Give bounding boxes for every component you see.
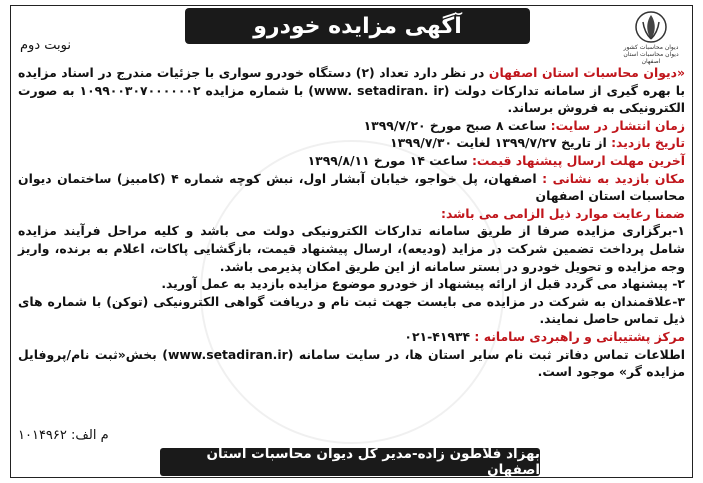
schedule-publish-label: زمان انتشار در سایت:	[550, 117, 685, 133]
round-label: نوبت دوم	[20, 38, 71, 53]
schedule-visit	[18, 134, 685, 152]
reference-number: م الف: ۱۰۱۴۹۶۲	[18, 428, 109, 443]
notes-heading: ضمنا رعایت موارد ذیل الزامی می باشد:	[440, 205, 685, 221]
intro-text-1: در نظر دارد تعداد (۲) دستگاه خودرو سواری با جزئیات مندرج در اسناد مزایده با بهره گیری از سامانه تدارکات دولت (	[18, 65, 686, 98]
notes-item-2: ۲- پیشنهاد می گردد قبل از ارائه پیشنهاد از خودرو موضوع مزایده بازدید به عمل آورید.	[161, 276, 685, 292]
support-info	[18, 346, 685, 381]
schedule-deadline-label: آخرین مهلت ارسال پیشنهاد قیمت:	[471, 152, 685, 168]
support-line	[18, 328, 685, 346]
schedule-location	[18, 170, 685, 205]
support-text-1: اطلاعات تماس دفاتر ثبت نام سایر استان ها، در سایت سامانه (	[287, 346, 685, 362]
intro-paragraph	[18, 64, 685, 117]
page-title: آگهی مزایده خودرو	[185, 8, 530, 44]
support-label: مرکز پشتیبانی و راهبردی سامانه :	[474, 328, 685, 344]
logo-caption-2: دیوان محاسبات استان اصفهان	[623, 51, 679, 65]
schedule-visit-value: از تاریخ ۱۳۹۹/۷/۲۷ لغایت ۱۳۹۹/۷/۳۰	[390, 135, 612, 151]
schedule-visit-label: تاریخ بازدید:	[611, 135, 685, 151]
intro-site-link[interactable]: www. setadiran. ir	[313, 82, 444, 98]
notes-item-1: ۱-برگزاری مزایده صرفا از طریق سامانه تدارکات الکترونیکی دولت می باشد و کلیه مراحل فرآیند مزایده شامل پرداخت تضمین شرکت در مزاید (ودیعه)، ارسال پیشنهاد قیمت، بازگشایی پاکات، اعلام به برنده، واریز وجه مزایده و تحویل خودرو در بستر سامانه از این طریق امکان پذیرمی باشد.	[18, 223, 685, 274]
notes-item-3: ۳-علاقمندان به شرکت در مزایده می بایست جهت ثبت نام و دریافت گواهی الکترونیکی (توکن) با شماره های ذیل تماس حاصل نمایند.	[18, 293, 685, 327]
logo-caption-1: دیوان محاسبات کشور	[623, 44, 679, 51]
schedule-deadline	[18, 152, 685, 170]
support-site-link[interactable]: www.setadiran.ir	[167, 346, 288, 362]
intro-text-2: ) با شماره مزایده ۱۰۹۹۰۰۳۰۷۰۰۰۰۰۰۲ به صورت الکترونیکی به فروش برساند.	[18, 82, 685, 116]
signature-bar: بهزاد فلاطون زاده-مدیر کل دیوان محاسبات استان اصفهان	[160, 448, 540, 476]
schedule-deadline-value: ساعت ۱۴ مورخ ۱۳۹۹/۸/۱۱	[307, 152, 472, 168]
notice-body	[18, 64, 685, 381]
emblem-icon	[634, 10, 668, 44]
schedule-location-value: اصفهان، پل خواجو، خیابان آبشار اول، نبش کوچه شماره ۴ (کامبیز) ساختمان دیوان محاسبات استان اصفهان	[18, 170, 685, 204]
schedule-location-label: مکان بازدید به نشانی :	[542, 170, 685, 186]
logo	[615, 10, 687, 65]
schedule-publish	[18, 117, 685, 135]
intro-lead: «دیوان محاسبات استان اصفهان	[488, 65, 685, 80]
support-phone: ۴۱۹۳۴-۰۲۱	[404, 328, 475, 344]
support-text-2: ) بخش«ثبت نام/پروفایل مزایده گر» موجود است.	[18, 346, 685, 380]
schedule-publish-value: ساعت ۸ صبح مورخ ۱۳۹۹/۷/۲۰	[363, 117, 551, 133]
